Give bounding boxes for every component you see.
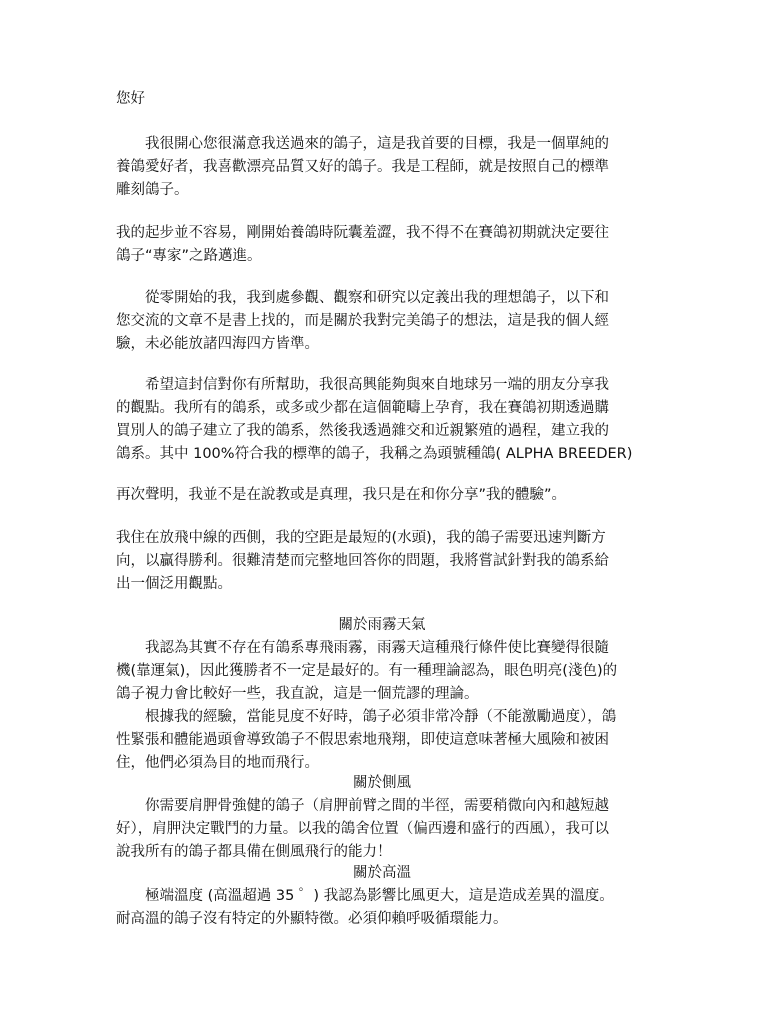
text-line: 的觀點。我所有的鴿系，或多或少都在這個範疇上孕育，我在賽鴿初期透過購 bbox=[116, 400, 609, 416]
text-line: 養鴿愛好者，我喜歡漂亮品質又好的鴿子。我是工程師，就是按照自己的標準 bbox=[116, 159, 609, 175]
text-line: 買別人的鴿子建立了我的鴿系，然後我透過雜交和近親繁殖的過程，建立我的 bbox=[116, 423, 609, 439]
paragraph-7 bbox=[116, 637, 648, 775]
text-line: 希望這封信對你有所幫助，我很高興能夠與來自地球另一端的朋友分享我 bbox=[116, 377, 609, 393]
text-line: 根據我的經驗，當能見度不好時，鴿子必須非常冷靜（不能激勵過度），鴿 bbox=[116, 709, 617, 725]
heading-crosswind: 關於側風 bbox=[353, 775, 411, 791]
text-line: 我的起步並不容易，剛開始養鴿時阮囊羞澀，我不得不在賽鴿初期就決定要往 bbox=[116, 225, 609, 241]
text-line: 耐高溫的鴿子沒有特定的外顯特徵。必須仰賴呼吸循環能力。 bbox=[116, 911, 508, 927]
paragraph-2 bbox=[116, 222, 648, 268]
text-line: 出一個泛用觀點。 bbox=[116, 576, 232, 592]
heading-high-temperature: 關於高溫 bbox=[353, 865, 411, 881]
text-line: 住，他們必須為目的地而飛行。 bbox=[116, 755, 319, 771]
text-line: 從零開始的我，我到處參觀、觀察和研究以定義出我的理想鴿子，以下和 bbox=[116, 290, 609, 306]
text-line: 再次聲明，我並不是在說教或是真理，我只是在和你分享”我的體驗”。 bbox=[116, 487, 567, 503]
text-line: 說我所有的鴿子都具備在側風飛行的能力！ bbox=[116, 844, 392, 860]
paragraph-1 bbox=[116, 133, 648, 202]
text-line: 極端溫度 (高溫超過 35 ゜) 我認為影響比風更大，這是造成差異的溫度。 bbox=[116, 888, 614, 904]
text-line: 性緊張和體能過頭會導致鴿子不假思索地飛翔，即使這意味著極大風險和被困 bbox=[116, 732, 609, 748]
text-line: 雕刻鴿子。 bbox=[116, 182, 189, 198]
text-line: 向，以贏得勝利。很難清楚而完整地回答你的問題，我將嘗試針對我的鴿系給 bbox=[116, 553, 609, 569]
text-line: 你需要肩胛骨強健的鴿子（肩胛前臂之間的半徑，需要稍微向內和越短越 bbox=[116, 798, 609, 814]
paragraph-5 bbox=[116, 484, 648, 507]
text-line: 驗，未必能放諸四海四方皆準。 bbox=[116, 336, 319, 352]
text-line: 鴿系。其中 100%符合我的標準的鴿子，我稱之為頭號種鴿( ALPHA BREEDER) bbox=[116, 446, 633, 462]
text-line: 我住在放飛中線的西側，我的空距是最短的(水頭)，我的鴿子需要迅速判斷方 bbox=[116, 530, 606, 546]
text-line: 鴿子“專家”之路邁進。 bbox=[116, 248, 262, 264]
greeting: 您好 bbox=[116, 91, 145, 107]
text-line: 好），肩胛決定戰鬥的力量。以我的鴿舍位置（偏西邊和盛行的西風），我可以 bbox=[116, 821, 609, 837]
text-line: 我認為其實不存在有鴿系專飛雨霧，雨霧天這種飛行條件使比賽變得很隨 bbox=[116, 640, 609, 656]
text-line: 鴿子視力會比較好一些，我直說，這是一個荒謬的理論。 bbox=[116, 686, 479, 702]
text-line: 我很開心您很滿意我送過來的鴿子，這是我首要的目標，我是一個單純的 bbox=[116, 136, 609, 152]
paragraph-8 bbox=[116, 795, 648, 864]
paragraph-9 bbox=[116, 885, 648, 931]
text-line: 機(靠運氣)，因此獲勝者不一定是最好的。有一種理論認為，眼色明亮(淺色)的 bbox=[116, 663, 618, 679]
paragraph-4 bbox=[116, 374, 648, 466]
paragraph-3 bbox=[116, 287, 648, 356]
paragraph-6 bbox=[116, 527, 648, 596]
heading-rain-fog: 關於雨霧天氣 bbox=[338, 617, 426, 633]
text-line: 您交流的文章不是書上找的，而是關於我對完美鴿子的想法，這是我的個人經 bbox=[116, 313, 609, 329]
